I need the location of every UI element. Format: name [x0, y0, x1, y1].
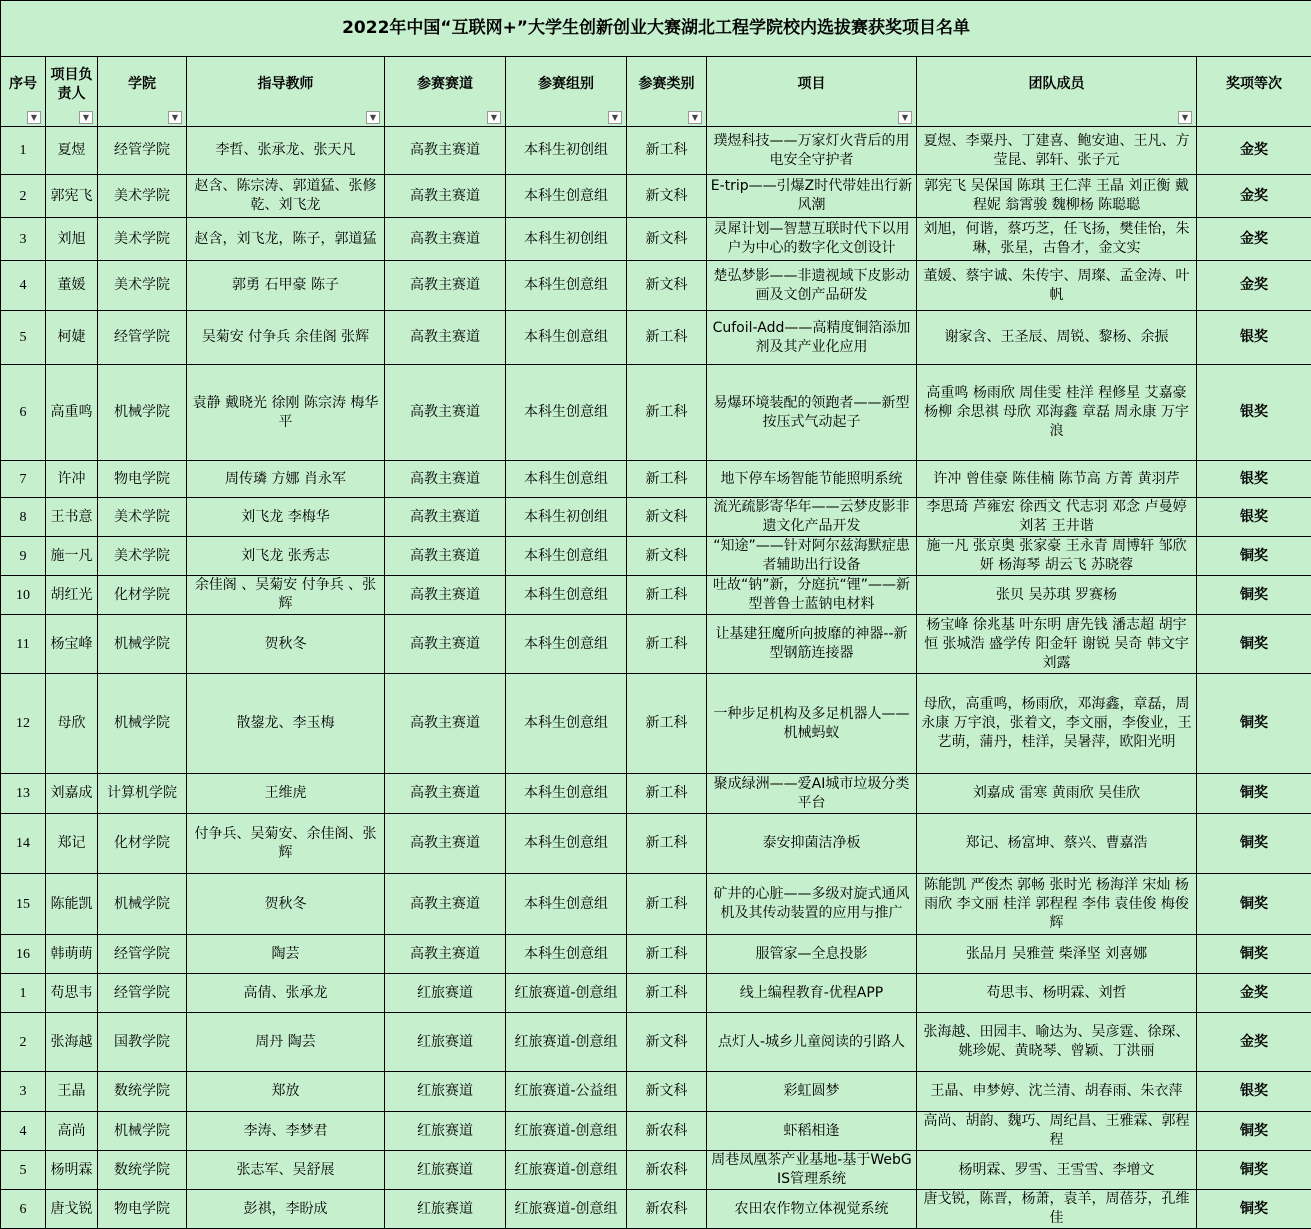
- cell-no[interactable]: 9: [1, 537, 46, 576]
- col-header-leader: [46, 57, 98, 127]
- cell-college[interactable]: 美术学院: [98, 175, 187, 218]
- cell-project[interactable]: 点灯人-城乡儿童阅读的引路人: [707, 1013, 917, 1072]
- cell-group[interactable]: 本科生初创组: [506, 498, 627, 537]
- cell-leader[interactable]: 王书意: [46, 498, 98, 537]
- cell-members[interactable]: 许冲 曾佳豪 陈佳楠 陈节高 方菁 黄羽芹: [917, 461, 1197, 498]
- cell-members[interactable]: 夏煜、李粟丹、丁建喜、鲍安迪、王凡、方莹昆、郭轩、张子元: [917, 127, 1197, 175]
- cell-project[interactable]: 虾稻相逢: [707, 1112, 917, 1151]
- cell-track[interactable]: 高教主赛道: [385, 311, 506, 365]
- cell-no[interactable]: 3: [1, 1072, 46, 1112]
- cell-project[interactable]: 易爆环境装配的领跑者——新型按压式气动起子: [707, 365, 917, 461]
- cell-group[interactable]: 本科生创意组: [506, 576, 627, 615]
- cell-award[interactable]: 银奖: [1197, 365, 1311, 461]
- cell-members[interactable]: 郑记、杨富坤、蔡兴、曹嘉浩: [917, 814, 1197, 874]
- cell-category[interactable]: 新工科: [627, 935, 707, 974]
- cell-award[interactable]: 金奖: [1197, 1013, 1311, 1072]
- table-row: [1, 1112, 1311, 1151]
- cell-project[interactable]: 楚弘梦影——非遗视域下皮影动画及文创产品研发: [707, 261, 917, 311]
- cell-no[interactable]: 3: [1, 218, 46, 261]
- cell-award[interactable]: 铜奖: [1197, 774, 1311, 814]
- cell-leader[interactable]: 陈能凯: [46, 874, 98, 935]
- cell-award[interactable]: 铜奖: [1197, 814, 1311, 874]
- cell-award[interactable]: 铜奖: [1197, 1190, 1311, 1229]
- cell-members[interactable]: 谢家含、王圣辰、周锐、黎杨、余振: [917, 311, 1197, 365]
- cell-track[interactable]: 高教主赛道: [385, 498, 506, 537]
- cell-no[interactable]: 16: [1, 935, 46, 974]
- cell-category[interactable]: 新文科: [627, 1072, 707, 1112]
- cell-project[interactable]: 服管家—全息投影: [707, 935, 917, 974]
- cell-members[interactable]: 母欣，高重鸣，杨雨欣，邓海鑫，章磊，周永康 万宇浪，张着文，李文丽，李俊业，王艺萌，蒲丹，桂洋，吴暑萍，欧阳光明: [917, 674, 1197, 774]
- cell-category[interactable]: 新工科: [627, 874, 707, 935]
- header-label: 项目负责人: [49, 66, 94, 118]
- cell-project[interactable]: 璞煜科技——万家灯火背后的用电安全守护者: [707, 127, 917, 175]
- cell-group[interactable]: 红旅赛道-创意组: [506, 1151, 627, 1190]
- cell-no[interactable]: 6: [1, 1190, 46, 1229]
- cell-category[interactable]: 新农科: [627, 1151, 707, 1190]
- filter-dropdown-icon[interactable]: ▼: [608, 111, 622, 124]
- cell-group[interactable]: 本科生初创组: [506, 218, 627, 261]
- cell-no[interactable]: 6: [1, 365, 46, 461]
- table-row: [1, 1013, 1311, 1072]
- col-header-group: [506, 57, 627, 127]
- header-label: 项目: [710, 75, 913, 108]
- table-body: [1, 127, 1311, 1229]
- cell-no[interactable]: 1: [1, 974, 46, 1013]
- cell-advisor[interactable]: 贺秋冬: [187, 615, 385, 674]
- table-row: [1, 1151, 1311, 1190]
- cell-college[interactable]: 机械学院: [98, 615, 187, 674]
- cell-no[interactable]: 12: [1, 674, 46, 774]
- cell-group[interactable]: 本科生创意组: [506, 311, 627, 365]
- cell-advisor[interactable]: 赵含，刘飞龙，陈子，郭道猛: [187, 218, 385, 261]
- header-label: 序号: [4, 75, 42, 108]
- cell-advisor[interactable]: 周丹 陶芸: [187, 1013, 385, 1072]
- header-label: 参赛类别: [630, 75, 703, 108]
- cell-project[interactable]: 一种步足机构及多足机器人——机械蚂蚁: [707, 674, 917, 774]
- cell-members[interactable]: 张海越、田园丰、喻达为、吴彦霆、徐琛、姚珍妮、黄晓琴、曾颖、丁洪丽: [917, 1013, 1197, 1072]
- cell-project[interactable]: 吐故“钠”新，分庭抗“锂”——新型普鲁士蓝钠电材料: [707, 576, 917, 615]
- header-label: 奖项等次: [1200, 75, 1308, 108]
- cell-category[interactable]: 新工科: [627, 461, 707, 498]
- table-row: [1, 127, 1311, 175]
- col-header-award: [1197, 57, 1311, 127]
- cell-award[interactable]: 银奖: [1197, 311, 1311, 365]
- cell-track[interactable]: 高教主赛道: [385, 874, 506, 935]
- cell-advisor[interactable]: 吴菊安 付争兵 余佳阁 张辉: [187, 311, 385, 365]
- cell-members[interactable]: 施一凡 张京奥 张家豪 王永青 周博轩 邹欣妍 杨海琴 胡云飞 苏晓蓉: [917, 537, 1197, 576]
- sheet-title: 2022年中国“互联网+”大学生创新创业大赛湖北工程学院校内选拔赛获奖项目名单: [1, 1, 1311, 57]
- cell-award[interactable]: 铜奖: [1197, 1112, 1311, 1151]
- cell-category[interactable]: 新文科: [627, 537, 707, 576]
- cell-advisor[interactable]: 张志军、吴舒展: [187, 1151, 385, 1190]
- cell-advisor[interactable]: 高倩、张承龙: [187, 974, 385, 1013]
- table-row: [1, 498, 1311, 537]
- cell-group[interactable]: 本科生创意组: [506, 365, 627, 461]
- cell-group[interactable]: 本科生创意组: [506, 774, 627, 814]
- cell-leader[interactable]: 郭宪飞: [46, 175, 98, 218]
- cell-leader[interactable]: 夏煜: [46, 127, 98, 175]
- cell-members[interactable]: 张贝 吴苏琪 罗赛杨: [917, 576, 1197, 615]
- table-row: [1, 1072, 1311, 1112]
- cell-members[interactable]: 杨明霖、罗雪、王雪雪、李增文: [917, 1151, 1197, 1190]
- cell-no[interactable]: 10: [1, 576, 46, 615]
- table-row: [1, 874, 1311, 935]
- cell-award[interactable]: 银奖: [1197, 461, 1311, 498]
- table-row: [1, 537, 1311, 576]
- cell-advisor[interactable]: 周传璘 方娜 肖永军: [187, 461, 385, 498]
- col-header-college: [98, 57, 187, 127]
- cell-advisor[interactable]: 李哲、张承龙、张天凡: [187, 127, 385, 175]
- cell-category[interactable]: 新工科: [627, 127, 707, 175]
- cell-advisor[interactable]: 余佳阁 、吴菊安 付争兵 、张辉: [187, 576, 385, 615]
- cell-members[interactable]: 高尚、胡韵、魏巧、周纪昌、王雅霖、郭程程: [917, 1112, 1197, 1151]
- cell-group[interactable]: 本科生初创组: [506, 127, 627, 175]
- cell-group[interactable]: 本科生创意组: [506, 615, 627, 674]
- cell-leader[interactable]: 许冲: [46, 461, 98, 498]
- filter-dropdown-icon[interactable]: ▼: [79, 111, 93, 124]
- filter-dropdown-icon[interactable]: ▼: [1178, 111, 1192, 124]
- cell-college[interactable]: 美术学院: [98, 537, 187, 576]
- cell-category[interactable]: 新工科: [627, 974, 707, 1013]
- cell-track[interactable]: 高教主赛道: [385, 365, 506, 461]
- cell-college[interactable]: 数统学院: [98, 1072, 187, 1112]
- cell-group[interactable]: 本科生创意组: [506, 461, 627, 498]
- cell-no[interactable]: 5: [1, 311, 46, 365]
- cell-track[interactable]: 高教主赛道: [385, 814, 506, 874]
- cell-members[interactable]: 杨宝峰 徐兆基 叶东明 唐先钱 潘志超 胡宇恒 张城浩 盛学传 阳金轩 谢锐 吴奇 韩文宇 刘露: [917, 615, 1197, 674]
- cell-college[interactable]: 数统学院: [98, 1151, 187, 1190]
- cell-leader[interactable]: 郑记: [46, 814, 98, 874]
- cell-category[interactable]: 新工科: [627, 814, 707, 874]
- col-header-members: [917, 57, 1197, 127]
- cell-track[interactable]: 高教主赛道: [385, 461, 506, 498]
- cell-category[interactable]: 新文科: [627, 175, 707, 218]
- cell-category[interactable]: 新工科: [627, 365, 707, 461]
- cell-no[interactable]: 5: [1, 1151, 46, 1190]
- cell-members[interactable]: 刘嘉成 雷寒 黄雨欣 吴佳欣: [917, 774, 1197, 814]
- cell-group[interactable]: 本科生创意组: [506, 261, 627, 311]
- cell-leader[interactable]: 董媛: [46, 261, 98, 311]
- table-row: [1, 175, 1311, 218]
- cell-track[interactable]: 高教主赛道: [385, 615, 506, 674]
- cell-track[interactable]: 红旅赛道: [385, 1151, 506, 1190]
- cell-award[interactable]: 金奖: [1197, 175, 1311, 218]
- cell-track[interactable]: 高教主赛道: [385, 175, 506, 218]
- table-row: [1, 814, 1311, 874]
- cell-college[interactable]: 国教学院: [98, 1013, 187, 1072]
- cell-leader[interactable]: 唐戈锐: [46, 1190, 98, 1229]
- cell-college[interactable]: 化材学院: [98, 814, 187, 874]
- cell-college[interactable]: 物电学院: [98, 1190, 187, 1229]
- cell-college[interactable]: 美术学院: [98, 261, 187, 311]
- cell-advisor[interactable]: 付争兵、吴菊安、余佳阁、张辉: [187, 814, 385, 874]
- cell-leader[interactable]: 杨宝峰: [46, 615, 98, 674]
- col-header-advisor: [187, 57, 385, 127]
- cell-track[interactable]: 红旅赛道: [385, 1072, 506, 1112]
- cell-award[interactable]: 铜奖: [1197, 615, 1311, 674]
- cell-group[interactable]: 本科生创意组: [506, 814, 627, 874]
- cell-no[interactable]: 4: [1, 261, 46, 311]
- cell-no[interactable]: 1: [1, 127, 46, 175]
- cell-project[interactable]: 聚成绿洲——爱AI城市垃圾分类平台: [707, 774, 917, 814]
- cell-no[interactable]: 4: [1, 1112, 46, 1151]
- cell-leader[interactable]: 高尚: [46, 1112, 98, 1151]
- cell-category[interactable]: 新文科: [627, 218, 707, 261]
- cell-category[interactable]: 新文科: [627, 261, 707, 311]
- cell-college[interactable]: 经管学院: [98, 935, 187, 974]
- cell-award[interactable]: 银奖: [1197, 1072, 1311, 1112]
- filter-dropdown-icon[interactable]: ▼: [168, 111, 182, 124]
- table-row: [1, 974, 1311, 1013]
- table-row: [1, 935, 1311, 974]
- table-row: [1, 1190, 1311, 1229]
- cell-college[interactable]: 机械学院: [98, 1112, 187, 1151]
- cell-members[interactable]: 李思琦 芦雍宏 徐西文 代志羽 邓念 卢曼婷 刘茗 王井谐: [917, 498, 1197, 537]
- cell-project[interactable]: E-trip——引爆Z时代带娃出行新风潮: [707, 175, 917, 218]
- table-row: [1, 461, 1311, 498]
- cell-college[interactable]: 物电学院: [98, 461, 187, 498]
- cell-group[interactable]: 本科生创意组: [506, 674, 627, 774]
- cell-leader[interactable]: 高重鸣: [46, 365, 98, 461]
- filter-dropdown-icon[interactable]: ▼: [487, 111, 501, 124]
- cell-group[interactable]: 红旅赛道-公益组: [506, 1072, 627, 1112]
- cell-track[interactable]: 高教主赛道: [385, 127, 506, 175]
- filter-dropdown-icon[interactable]: ▼: [898, 111, 912, 124]
- cell-award[interactable]: 铜奖: [1197, 1151, 1311, 1190]
- cell-track[interactable]: 高教主赛道: [385, 935, 506, 974]
- cell-leader[interactable]: 施一凡: [46, 537, 98, 576]
- header-label: 团队成员: [920, 75, 1193, 108]
- cell-group[interactable]: 红旅赛道-创意组: [506, 1112, 627, 1151]
- cell-college[interactable]: 机械学院: [98, 874, 187, 935]
- cell-track[interactable]: 红旅赛道: [385, 1013, 506, 1072]
- col-header-no: [1, 57, 46, 127]
- cell-award[interactable]: 铜奖: [1197, 537, 1311, 576]
- cell-project[interactable]: “知途”——针对阿尔兹海默症患者辅助出行设备: [707, 537, 917, 576]
- filter-dropdown-icon[interactable]: ▼: [366, 111, 380, 124]
- cell-members[interactable]: 刘旭，何谐，蔡巧芝，任飞扬，樊佳怡，朱琳，张星，古鲁才，金文实: [917, 218, 1197, 261]
- cell-track[interactable]: 红旅赛道: [385, 1190, 506, 1229]
- filter-dropdown-icon[interactable]: ▼: [27, 111, 41, 124]
- cell-track[interactable]: 高教主赛道: [385, 537, 506, 576]
- cell-members[interactable]: 郭宪飞 吴保国 陈琪 王仁萍 王晶 刘正衡 戴程妮 翁霄骏 魏柳杨 陈聪聪: [917, 175, 1197, 218]
- header-label: 指导教师: [190, 75, 381, 108]
- cell-project[interactable]: 矿井的心脏——多级对旋式通风机及其传动装置的应用与推广: [707, 874, 917, 935]
- cell-award[interactable]: 金奖: [1197, 218, 1311, 261]
- cell-award[interactable]: 金奖: [1197, 127, 1311, 175]
- cell-members[interactable]: 唐戈锐，陈晋，杨萧，袁羊，周蓓芬，孔维佳: [917, 1190, 1197, 1229]
- col-header-track: [385, 57, 506, 127]
- cell-members[interactable]: 陈能凯 严俊杰 郭畅 张时光 杨海洋 宋灿 杨雨欣 李文丽 桂洋 郭程程 李伟 袁佳俊 梅俊辉: [917, 874, 1197, 935]
- cell-track[interactable]: 高教主赛道: [385, 261, 506, 311]
- cell-no[interactable]: 2: [1, 1013, 46, 1072]
- cell-leader[interactable]: 胡红光: [46, 576, 98, 615]
- cell-leader[interactable]: 张海越: [46, 1013, 98, 1072]
- cell-group[interactable]: 红旅赛道-创意组: [506, 1013, 627, 1072]
- cell-leader[interactable]: 韩萌萌: [46, 935, 98, 974]
- cell-leader[interactable]: 刘旭: [46, 218, 98, 261]
- cell-college[interactable]: 经管学院: [98, 974, 187, 1013]
- cell-group[interactable]: 本科生创意组: [506, 935, 627, 974]
- cell-award[interactable]: 铜奖: [1197, 874, 1311, 935]
- title-row: [1, 1, 1311, 57]
- cell-advisor[interactable]: 袁静 戴晓光 徐刚 陈宗涛 梅华平: [187, 365, 385, 461]
- table-row: [1, 261, 1311, 311]
- cell-project[interactable]: Cufoil-Add——高精度铜箔添加剂及其产业化应用: [707, 311, 917, 365]
- cell-advisor[interactable]: 赵含、陈宗涛、郭道猛、张修乾、刘飞龙: [187, 175, 385, 218]
- cell-advisor[interactable]: 刘飞龙 李梅华: [187, 498, 385, 537]
- cell-group[interactable]: 本科生创意组: [506, 874, 627, 935]
- cell-advisor[interactable]: 刘飞龙 张秀志: [187, 537, 385, 576]
- header-row: [1, 57, 1311, 127]
- cell-track[interactable]: 红旅赛道: [385, 974, 506, 1013]
- cell-advisor[interactable]: 贺秋冬: [187, 874, 385, 935]
- cell-leader[interactable]: 王晶: [46, 1072, 98, 1112]
- cell-category[interactable]: 新工科: [627, 774, 707, 814]
- cell-no[interactable]: 13: [1, 774, 46, 814]
- cell-advisor[interactable]: 郭勇 石甲豪 陈子: [187, 261, 385, 311]
- cell-leader[interactable]: 苟思韦: [46, 974, 98, 1013]
- cell-award[interactable]: 金奖: [1197, 974, 1311, 1013]
- col-header-project: [707, 57, 917, 127]
- cell-group[interactable]: 红旅赛道-创意组: [506, 1190, 627, 1229]
- cell-project[interactable]: 地下停车场智能节能照明系统: [707, 461, 917, 498]
- cell-members[interactable]: 张品月 吴雅萱 柴泽坚 刘喜娜: [917, 935, 1197, 974]
- cell-project[interactable]: 周巷凤凰茶产业基地-基于WebGIS管理系统: [707, 1151, 917, 1190]
- cell-project[interactable]: 流光疏影寄华年——云梦皮影非遗文化产品开发: [707, 498, 917, 537]
- cell-advisor[interactable]: 陶芸: [187, 935, 385, 974]
- table-row: [1, 311, 1311, 365]
- cell-leader[interactable]: 母欣: [46, 674, 98, 774]
- cell-no[interactable]: 7: [1, 461, 46, 498]
- cell-no[interactable]: 14: [1, 814, 46, 874]
- cell-no[interactable]: 15: [1, 874, 46, 935]
- cell-track[interactable]: 高教主赛道: [385, 774, 506, 814]
- cell-category[interactable]: 新工科: [627, 674, 707, 774]
- cell-award[interactable]: 铜奖: [1197, 674, 1311, 774]
- cell-no[interactable]: 8: [1, 498, 46, 537]
- header-label: 参赛赛道: [388, 75, 502, 108]
- cell-category[interactable]: 新文科: [627, 498, 707, 537]
- cell-advisor[interactable]: 彭祺，李盼成: [187, 1190, 385, 1229]
- cell-project[interactable]: 让基建狂魔所向披靡的神器--新型钢筋连接器: [707, 615, 917, 674]
- cell-track[interactable]: 高教主赛道: [385, 576, 506, 615]
- cell-members[interactable]: 高重鸣 杨雨欣 周佳雯 桂洋 程修星 艾嘉豪 杨柳 余思祺 母欣 邓海鑫 章磊 周永康 万宇浪: [917, 365, 1197, 461]
- cell-award[interactable]: 银奖: [1197, 498, 1311, 537]
- cell-category[interactable]: 新农科: [627, 1190, 707, 1229]
- cell-group[interactable]: 本科生创意组: [506, 175, 627, 218]
- cell-members[interactable]: 苟思韦、杨明霖、刘哲: [917, 974, 1197, 1013]
- cell-award[interactable]: 铜奖: [1197, 935, 1311, 974]
- col-header-category: [627, 57, 707, 127]
- cell-members[interactable]: 董媛、蔡宇诚、朱传宇、周璨、孟金涛、叶帆: [917, 261, 1197, 311]
- cell-college[interactable]: 机械学院: [98, 365, 187, 461]
- cell-college[interactable]: 经管学院: [98, 127, 187, 175]
- cell-project[interactable]: 泰安抑菌洁净板: [707, 814, 917, 874]
- cell-project[interactable]: 线上编程教育-优程APP: [707, 974, 917, 1013]
- cell-category[interactable]: 新工科: [627, 576, 707, 615]
- table-row: [1, 774, 1311, 814]
- table-row: [1, 218, 1311, 261]
- cell-group[interactable]: 红旅赛道-创意组: [506, 974, 627, 1013]
- cell-college[interactable]: 计算机学院: [98, 774, 187, 814]
- cell-leader[interactable]: 柯婕: [46, 311, 98, 365]
- cell-group[interactable]: 本科生创意组: [506, 537, 627, 576]
- cell-college[interactable]: 化材学院: [98, 576, 187, 615]
- cell-advisor[interactable]: 郑放: [187, 1072, 385, 1112]
- cell-college[interactable]: 机械学院: [98, 674, 187, 774]
- header-label: 参赛组别: [509, 75, 623, 108]
- cell-award[interactable]: 金奖: [1197, 261, 1311, 311]
- cell-award[interactable]: 铜奖: [1197, 576, 1311, 615]
- table-row: [1, 576, 1311, 615]
- cell-advisor[interactable]: 王维虎: [187, 774, 385, 814]
- cell-leader[interactable]: 杨明霖: [46, 1151, 98, 1190]
- table-row: [1, 674, 1311, 774]
- cell-category[interactable]: 新农科: [627, 1112, 707, 1151]
- cell-track[interactable]: 红旅赛道: [385, 1112, 506, 1151]
- cell-project[interactable]: 彩虹圆梦: [707, 1072, 917, 1112]
- cell-college[interactable]: 美术学院: [98, 498, 187, 537]
- cell-no[interactable]: 2: [1, 175, 46, 218]
- cell-category[interactable]: 新工科: [627, 311, 707, 365]
- cell-college[interactable]: 经管学院: [98, 311, 187, 365]
- cell-members[interactable]: 王晶、申梦婷、沈兰清、胡春雨、朱衣萍: [917, 1072, 1197, 1112]
- cell-project[interactable]: 农田农作物立体视觉系统: [707, 1190, 917, 1229]
- cell-project[interactable]: 灵犀计划—智慧互联时代下以用户为中心的数字化文创设计: [707, 218, 917, 261]
- cell-category[interactable]: 新工科: [627, 615, 707, 674]
- cell-track[interactable]: 高教主赛道: [385, 674, 506, 774]
- cell-advisor[interactable]: 李涛、李梦君: [187, 1112, 385, 1151]
- table-row: [1, 615, 1311, 674]
- filter-dropdown-icon[interactable]: ▼: [688, 111, 702, 124]
- cell-college[interactable]: 美术学院: [98, 218, 187, 261]
- header-label: 学院: [101, 75, 183, 108]
- table-row: [1, 365, 1311, 461]
- cell-leader[interactable]: 刘嘉成: [46, 774, 98, 814]
- cell-no[interactable]: 11: [1, 615, 46, 674]
- cell-category[interactable]: 新文科: [627, 1013, 707, 1072]
- cell-advisor[interactable]: 散鋆龙、李玉梅: [187, 674, 385, 774]
- cell-track[interactable]: 高教主赛道: [385, 218, 506, 261]
